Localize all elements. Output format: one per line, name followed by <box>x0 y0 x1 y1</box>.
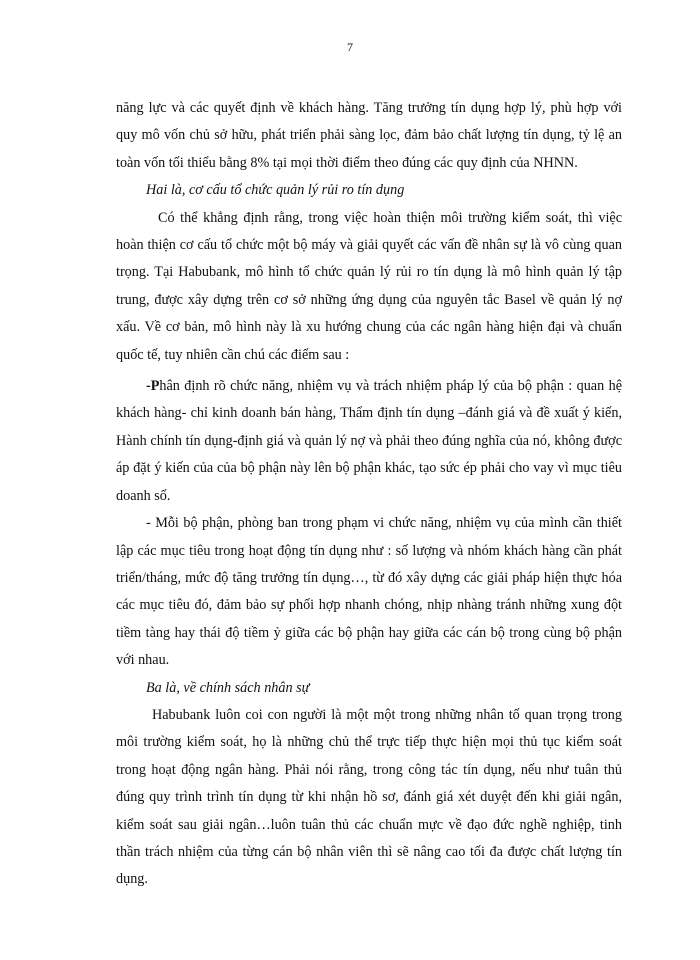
paragraph-personnel: Habubank luôn coi con người là một một trong những nhân tố quan trọng trong môi trường kiểm soát, họ là những chủ thể trực tiếp thực hiện mọi thủ tục kiểm soát trong hoạt động ngân hàng. Phải nói rằng, trong công tác tín dụng, nếu như tuân thủ đúng quy trình trình tín dụng từ khi nhận hồ sơ, đánh giá xét duyệt đến khi giải ngân, kiểm soát sau giải ngân…luôn tuân thủ các chuẩn mực về đạo đức nghề nghiệp, tinh thần trách nhiệm của từng cán bộ nhân viên thì sẽ nâng cao tối đa được chất lượng tín dụng. <box>116 706 622 888</box>
paragraph-department-goals: - Mỗi bộ phận, phòng ban trong phạm vi chức năng, nhiệm vụ của mình cần thiết lập các mục tiêu trong hoạt động tín dụng như : số lượng và nhóm khách hàng cần phát triển/tháng, mức độ tăng trưởng tín dụng…, từ đó xây dựng các giải pháp hiện thực hóa các mục tiêu đó, đảm bảo sự phối hợp nhanh chóng, nhịp nhàng tránh những xung đột tiềm tàng hay thái độ tiềm ỷ giữa các bộ phận hay giữa các cán bộ trong cùng bộ phận với nhau. <box>116 515 622 669</box>
paragraph-capacity: năng lực và các quyết định về khách hàng. Tăng trưởng tín dụng hợp lý, phù hợp với quy mô vốn chủ sở hữu, phát triển phải sàng lọc, đảm bảo chất lượng tín dụng, tỷ lệ an toàn vốn tối thiểu bằng 8% tại mọi thời điểm theo đúng các quy định của NHNN. <box>116 100 622 171</box>
paragraph-function-division <box>116 373 622 510</box>
paragraph-function-division-text: hân định rõ chức năng, nhiệm vụ và trách nhiệm pháp lý của bộ phận : quan hệ khách hàng- chỉ kinh doanh bán hàng, Thẩm định tín dụng –đánh giá và đề xuất ý kiến, Hành chính tín dụng-định giá và quản lý nợ và phải theo đúng nghĩa của nó, không được áp đặt ý kiến của của bộ phận này lên bộ phận khác, tạo sức ép phải cho vay vì mục tiêu doanh số. <box>116 378 622 504</box>
bullet-lead: -P <box>146 378 160 395</box>
heading-credit-risk-structure: Hai là, cơ cấu tổ chức quản lý rủi ro tín dụng <box>146 182 405 199</box>
heading-personnel-policy: Ba là, về chính sách nhân sự <box>146 679 310 696</box>
paragraph-organization: Có thể khẳng định rằng, trong việc hoàn thiện môi trường kiểm soát, thì việc hoàn thiện cơ cấu tổ chức một bộ máy và giải quyết các vấn đề nhân sự là vô cùng quan trọng. Tại Habubank, mô hình tổ chức quản lý rủi ro tín dụng là mô hình quản lý tập trung, được xây dựng trên cơ sở những ứng dụng của nguyên tắc Basel về quản lý nợ xấu. Về cơ bản, mô hình này là xu hướng chung của các ngân hàng hiện đại và chuẩn quốc tế, tuy nhiên cần chú các điểm sau : <box>116 209 622 363</box>
document-body <box>116 95 622 894</box>
page-number: 7 <box>347 40 353 54</box>
